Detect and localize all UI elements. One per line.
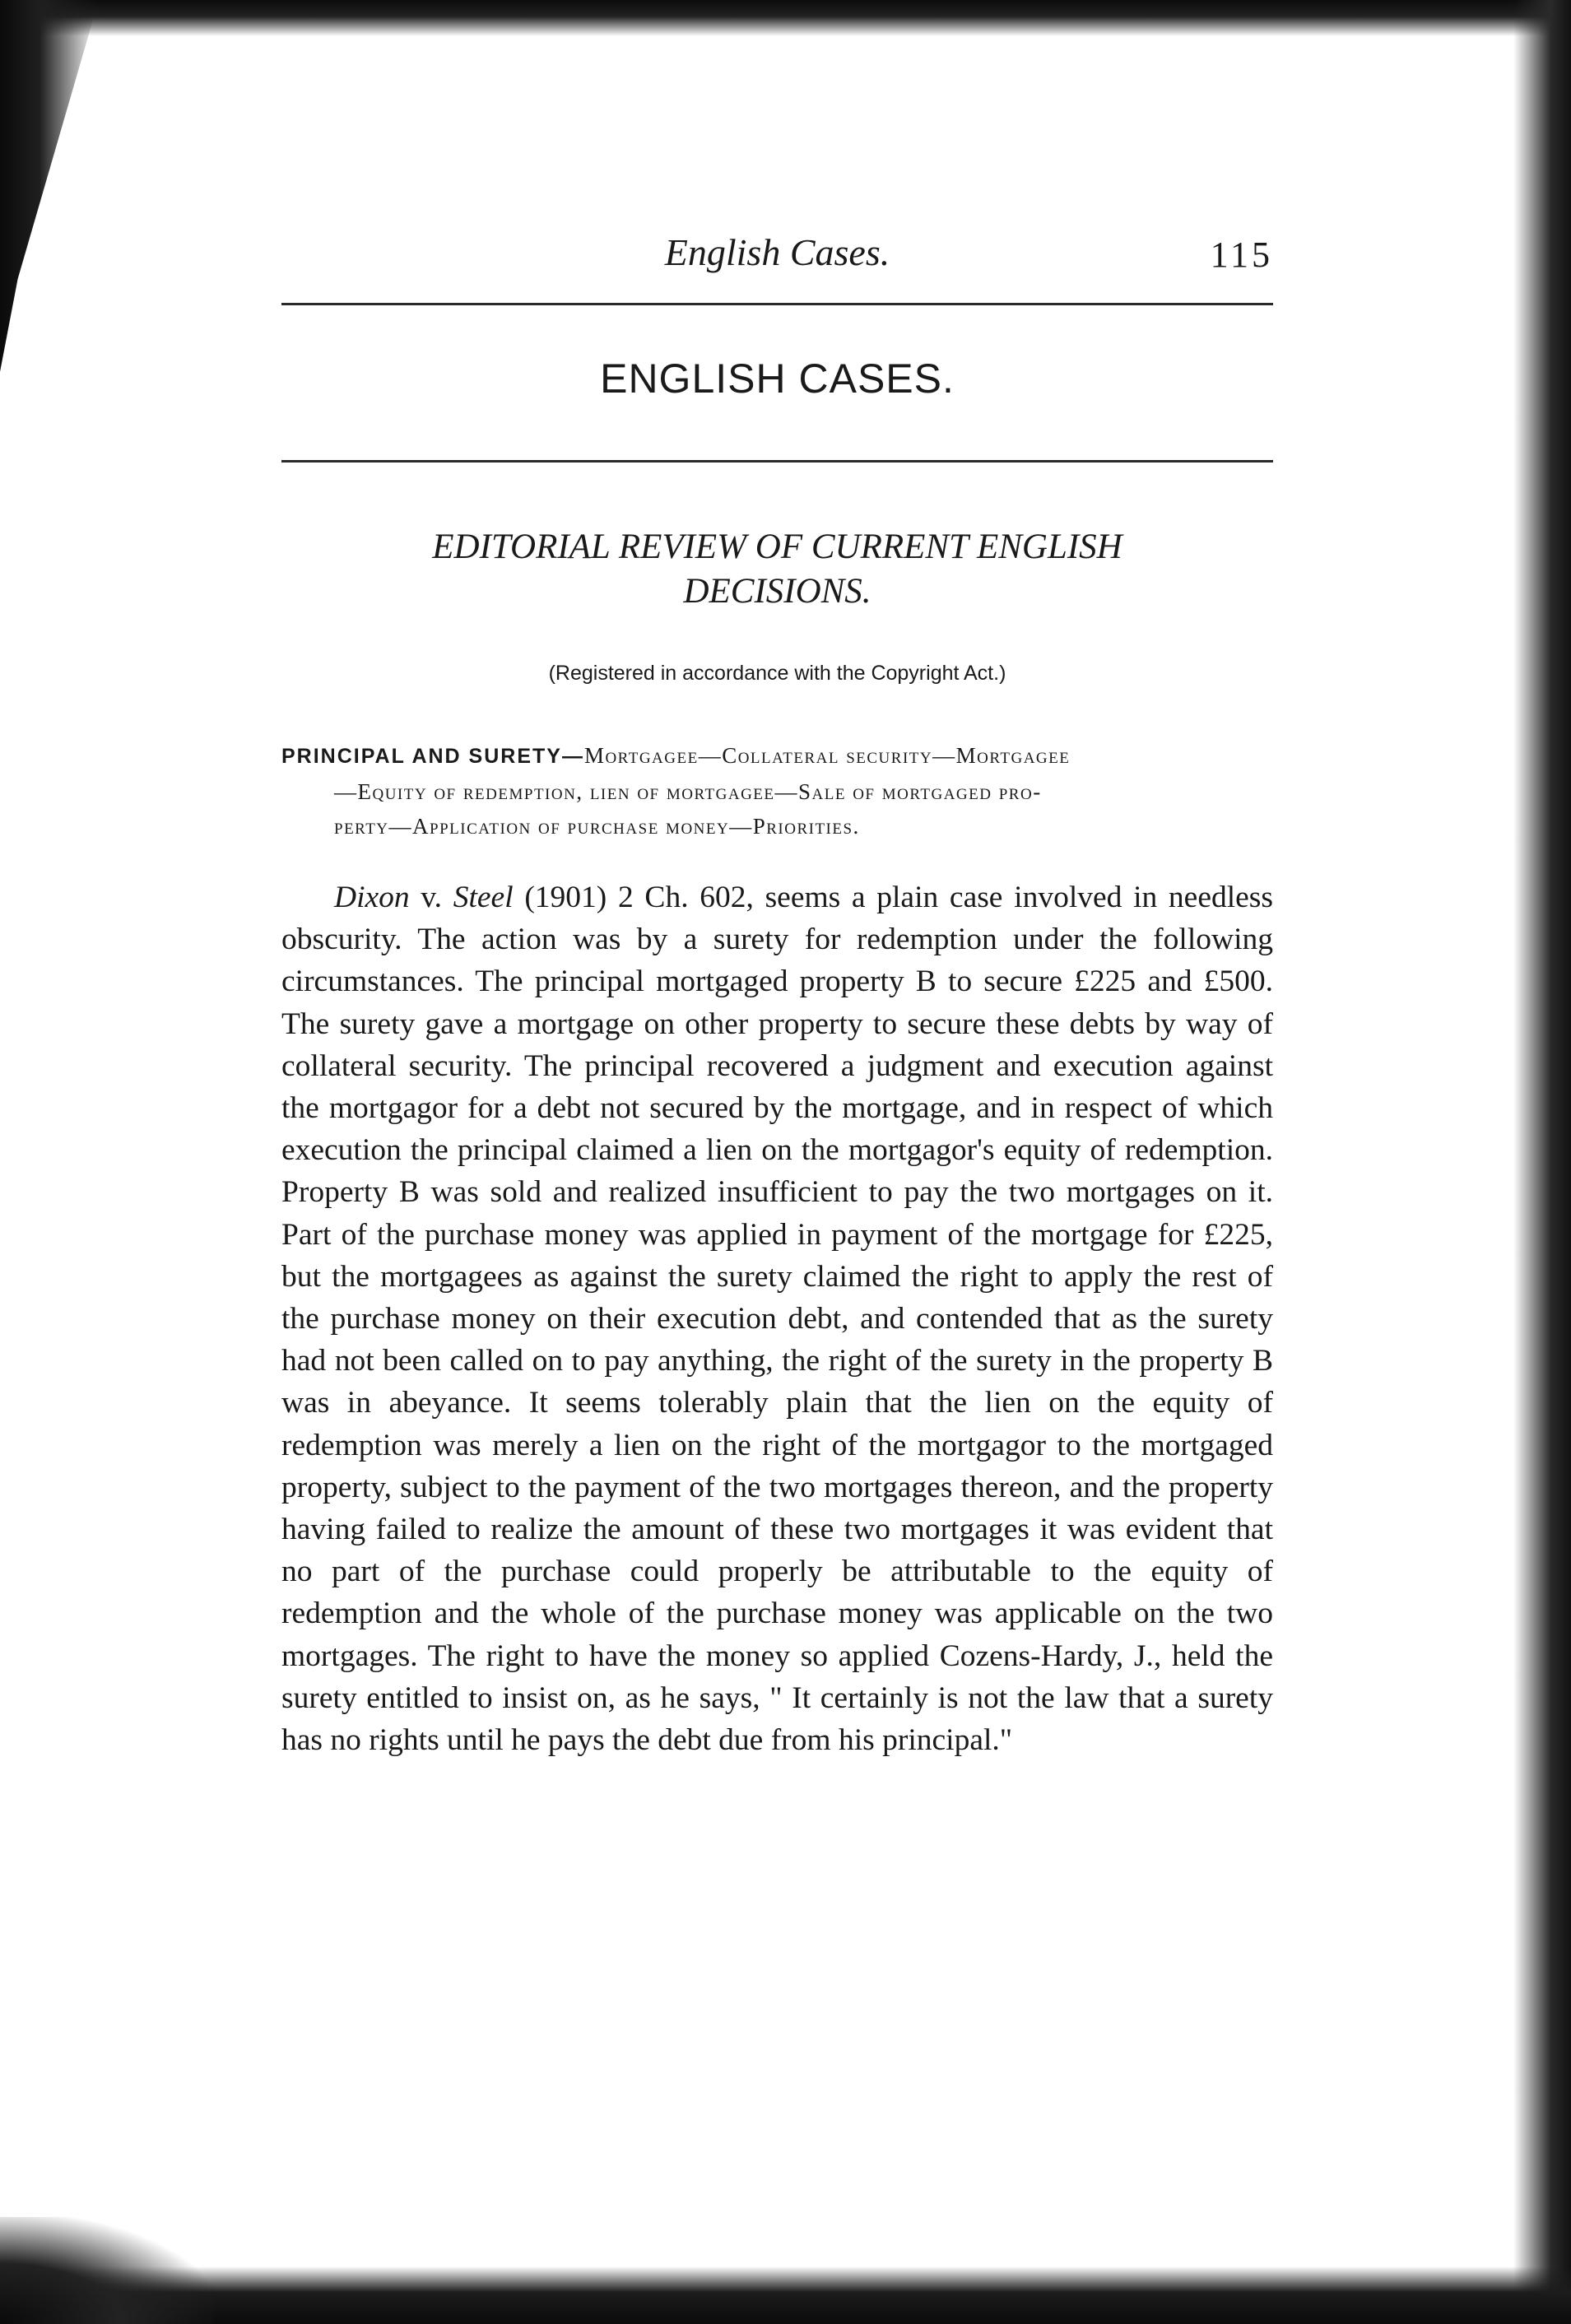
header-rule (281, 303, 1273, 305)
running-head (281, 230, 1273, 288)
page (281, 230, 1273, 1792)
headnote-line3: perty—Application of purchase money—Priorities. (334, 814, 860, 839)
case-citation: (1901) 2 Ch. 602 (513, 881, 746, 914)
editorial-title-line2: DECISIONS. (683, 572, 871, 611)
case-name-part1: Dixon (334, 881, 410, 914)
case-paragraph (281, 876, 1273, 1761)
case-name-part2: Steel (453, 881, 514, 914)
section-title: ENGLISH CASES. (600, 356, 955, 402)
case-versus: v. (409, 881, 453, 914)
headnote-paragraph (281, 738, 1273, 844)
page-number: 115 (1210, 235, 1273, 275)
scan-edge-left (0, 0, 99, 2324)
scan-edge-right (1513, 0, 1571, 2324)
headnote-line2: —Equity of redemption, lien of mortgagee—Sale of mortgaged pro- (334, 779, 1042, 804)
editorial-title (281, 525, 1273, 614)
scan-edge-top (0, 0, 1571, 36)
headnote-lead: PRINCIPAL AND SURETY— (281, 745, 584, 768)
headnote (281, 738, 1273, 844)
registered-note: (Registered in accordance with the Copyright Act.) (548, 662, 1006, 685)
case-body: , seems a plain case involved in needless obscurity. The action was by a surety for redemption under the following circumstances. The principal mortgaged property B to secure £225 and £500. The surety gave a mortgage on other property to secure these debts by way of collateral security. The principal recovered a judgment and execution against the mortgagor for a debt not secured by the mortgage, and in respect of which execution the principal claimed a lien on the mortgagor's equity of redemption. Property B was sold and realized insufficient to pay the two mortgages on it. Part of the purchase money was applied in payment of the mortgage for £225, but the mortgagees as against the surety claimed the right to apply the rest of the purchase money on their execution debt, and contended that as the surety had not been called on to pay anything, the right of the surety in the property B was in abeyance. It seems tolerably plain that the lien on the equity of redemption was merely a lien on the right of the mortgagor to the mortgaged property, subject to the payment of the two mortgages thereon, and the property having failed to realize the amount of these two mortgages it was evident that no part of the purchase could properly be attributable to the equity of redemption and the whole of the purchase money was applicable on the two mortgages. The right to have the money so applied Cozens-Hardy, J., held the surety entitled to insist on, as he says, " It certainly is not the law that a surety has no rights until he pays the debt due from his principal." (281, 881, 1273, 1758)
section-rule (281, 460, 1273, 462)
headnote-line1: Mortgagee—Collateral security—Mortgagee (583, 743, 1071, 768)
running-title: English Cases. (664, 231, 890, 273)
editorial-title-line1: EDITORIAL REVIEW OF CURRENT ENGLISH (432, 528, 1122, 566)
scan-corner-shadow (0, 2217, 214, 2324)
scan-edge-bottom (0, 2266, 1571, 2324)
